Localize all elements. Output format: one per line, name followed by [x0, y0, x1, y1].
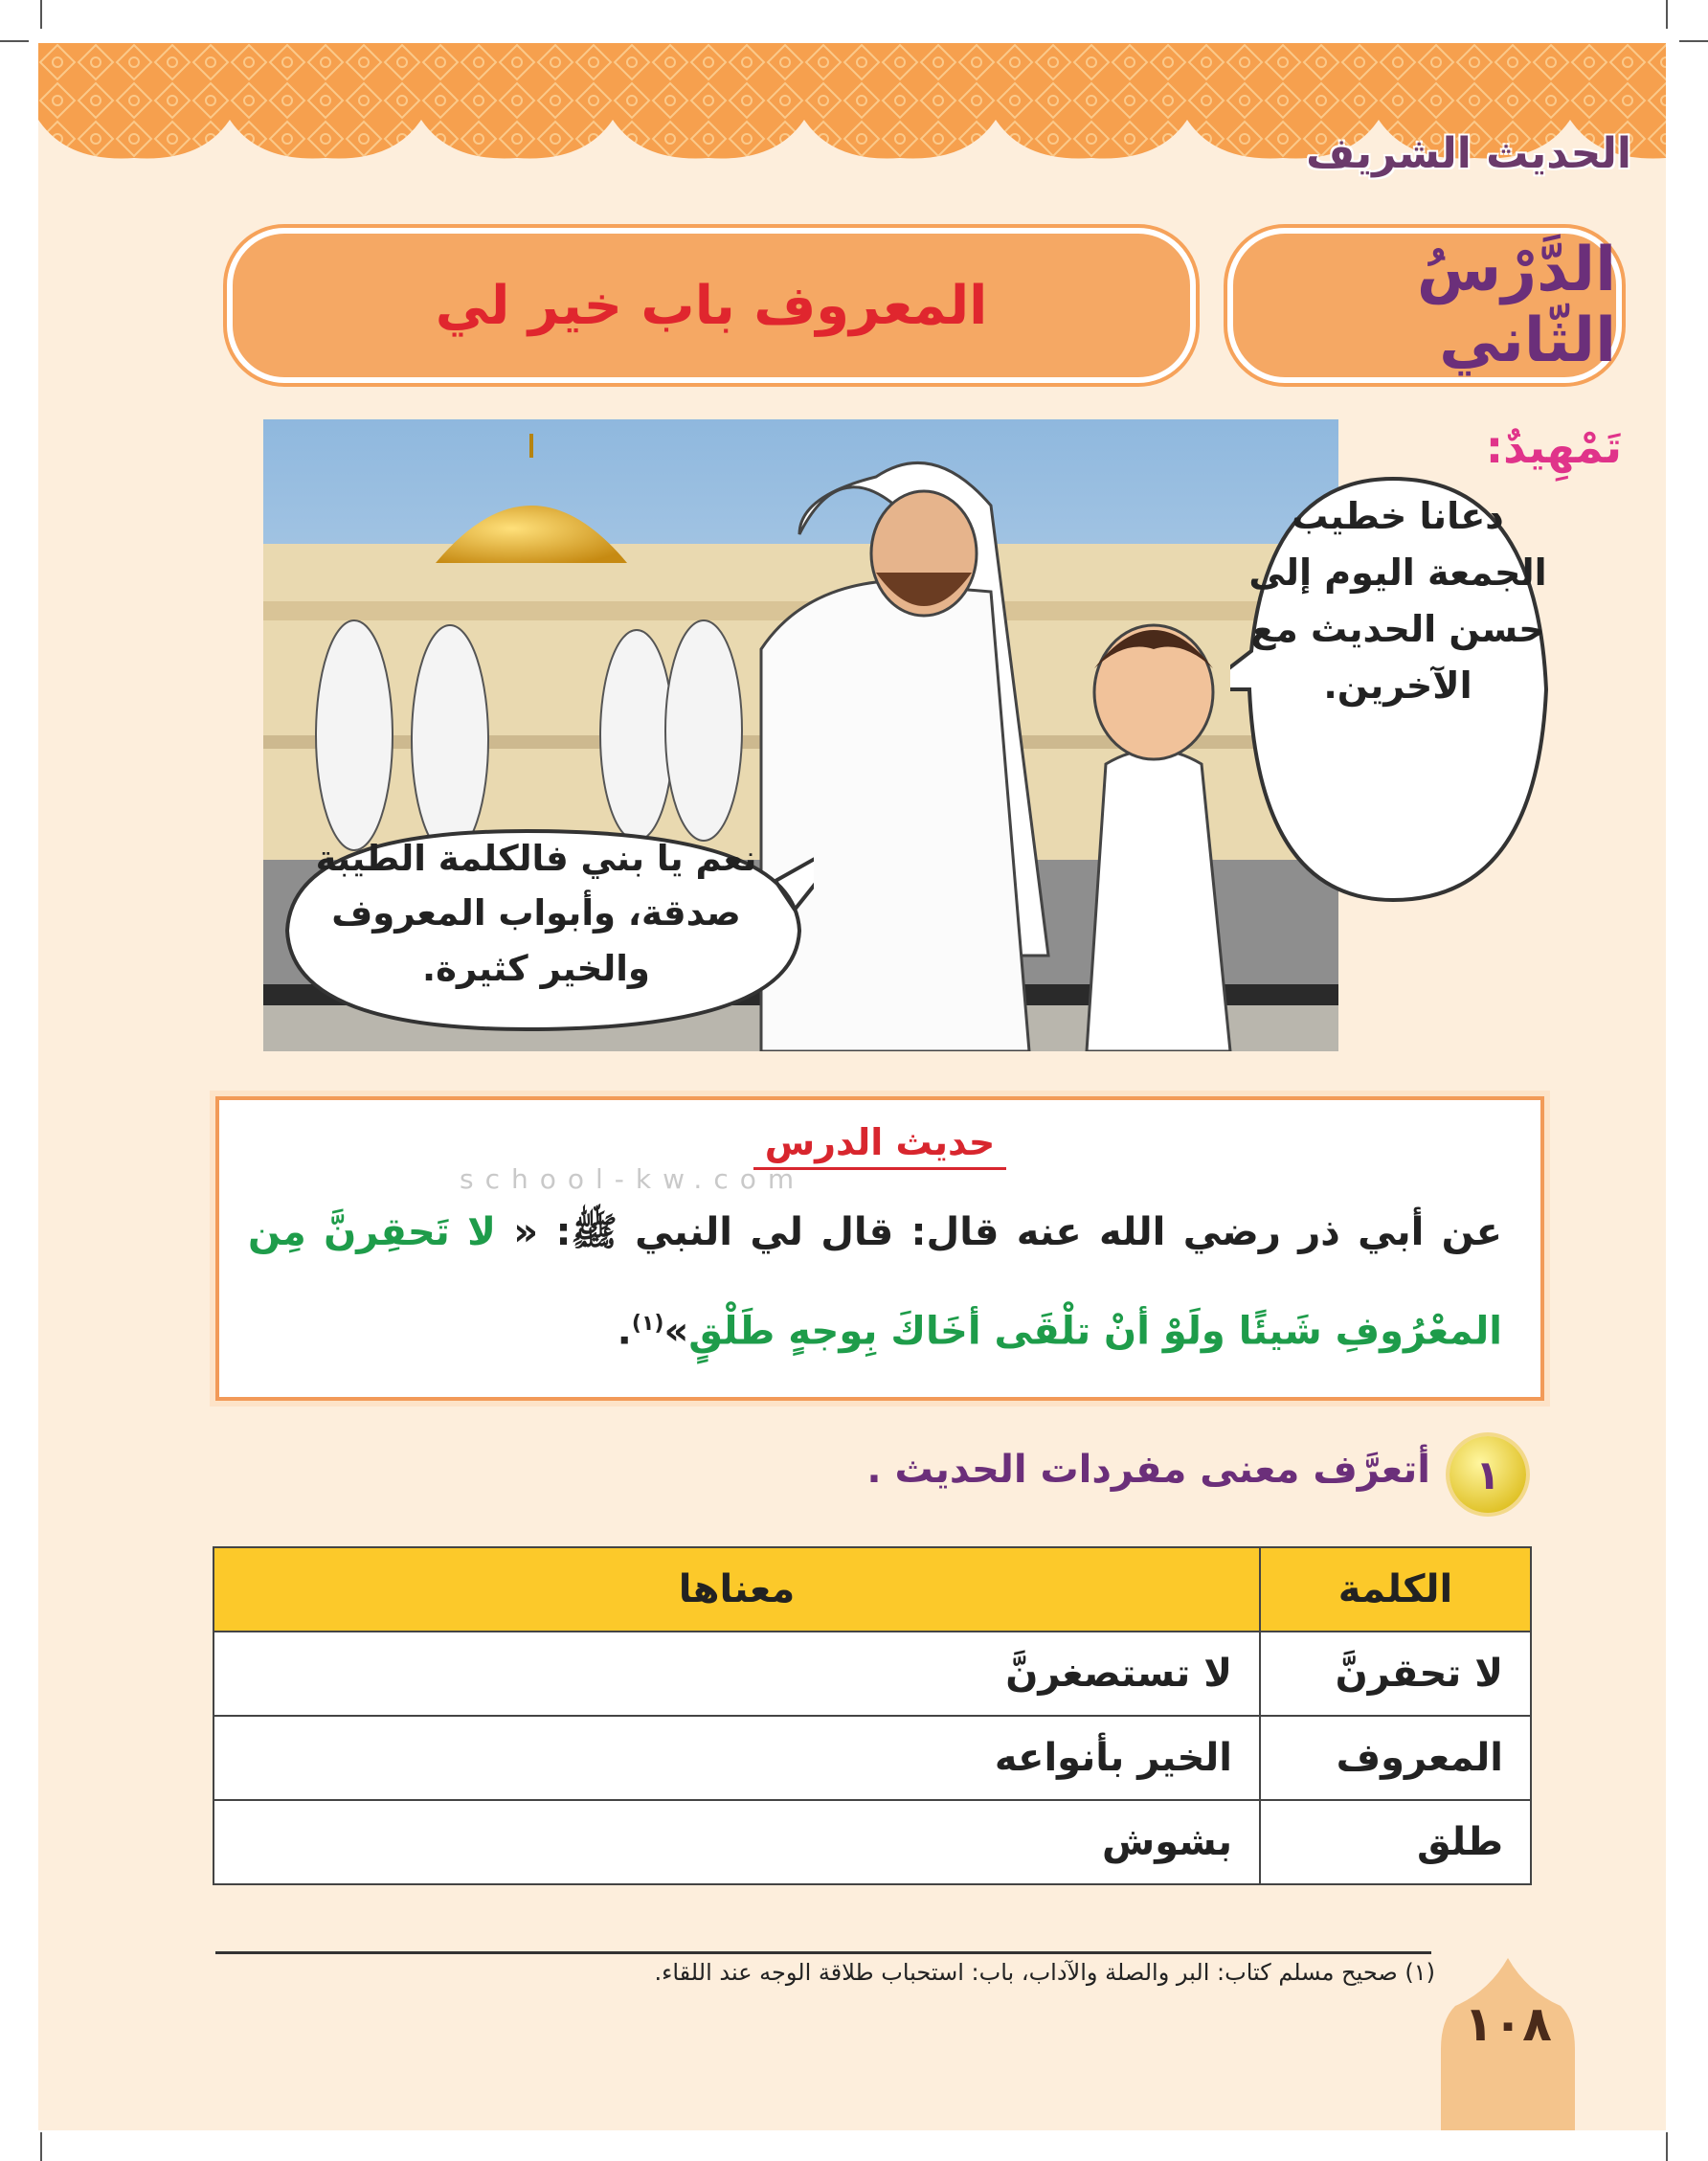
crop-mark [40, 0, 42, 29]
meaning-cell: بشوش [214, 1800, 1260, 1884]
crop-mark [0, 40, 29, 42]
header-word: الكلمة [1260, 1547, 1531, 1632]
footnote: (١) صحيح مسلم كتاب: البر والصلة والآداب، باب: استحباب طلاقة الوجه عند اللقاء. [654, 1959, 1435, 1986]
intro-label: تَمْهِيدٌ: [1485, 421, 1622, 473]
hadith-box [215, 1096, 1544, 1401]
word-cell: لا تحقرنَّ [1260, 1632, 1531, 1716]
task-instruction: أتعرَّف معنى مفردات الحديث . [866, 1448, 1430, 1492]
crop-mark [40, 2132, 42, 2161]
lesson-number-box: الدَّرْسُ الثّاني [1227, 228, 1622, 383]
bubble-child-text: دعانا خطيب الجمعة اليوم إلى حسن الحديث مع الآخرين. [1248, 495, 1547, 707]
vocabulary-table [213, 1546, 1532, 1885]
table-header-row [214, 1547, 1531, 1632]
table-row [214, 1800, 1531, 1884]
hadith-text [248, 1186, 1502, 1377]
hadith-close-quote: » [663, 1309, 689, 1354]
hadith-quote: لا تَحقِرنَّ مِن المعْرُوفِ شَيئًا ولَوْ أنْ تلْقَى أخَاكَ بِوجهٍ طَلْقٍ [248, 1210, 1502, 1354]
watermark: school-kw.com [460, 1163, 806, 1195]
meaning-cell: لا تستصغرنَّ [214, 1632, 1260, 1716]
hadith-open-quote: « [513, 1210, 539, 1254]
table-row [214, 1716, 1531, 1800]
hadith-heading: حديث الدرس [219, 1121, 1540, 1163]
task-number-badge: ١ [1450, 1436, 1526, 1513]
hadith-end: . [617, 1309, 632, 1354]
page-number: ١٠٨ [1464, 1996, 1552, 2052]
bubble-father-text: نعم يا بني فالكلمة الطيبة صدقة، وأبواب المعروف والخير كثيرة. [315, 838, 757, 989]
lesson-title-box: المعروف باب خير لي [227, 228, 1196, 383]
hadith-ref: (١) [631, 1312, 664, 1336]
crop-mark [1666, 0, 1668, 29]
word-cell: طلق [1260, 1800, 1531, 1884]
footnote-divider [215, 1951, 1431, 1954]
section-title: الحديث الشريف [1306, 129, 1631, 178]
hadith-narrator: عن أبي ذر رضي الله عنه قال: قال لي النبي ﷺ: [555, 1210, 1502, 1254]
meaning-cell: الخير بأنواعه [214, 1716, 1260, 1800]
table-row [214, 1632, 1531, 1716]
crop-mark [1679, 40, 1708, 42]
crop-mark [1666, 2132, 1668, 2161]
header-meaning: معناها [214, 1547, 1260, 1632]
word-cell: المعروف [1260, 1716, 1531, 1800]
